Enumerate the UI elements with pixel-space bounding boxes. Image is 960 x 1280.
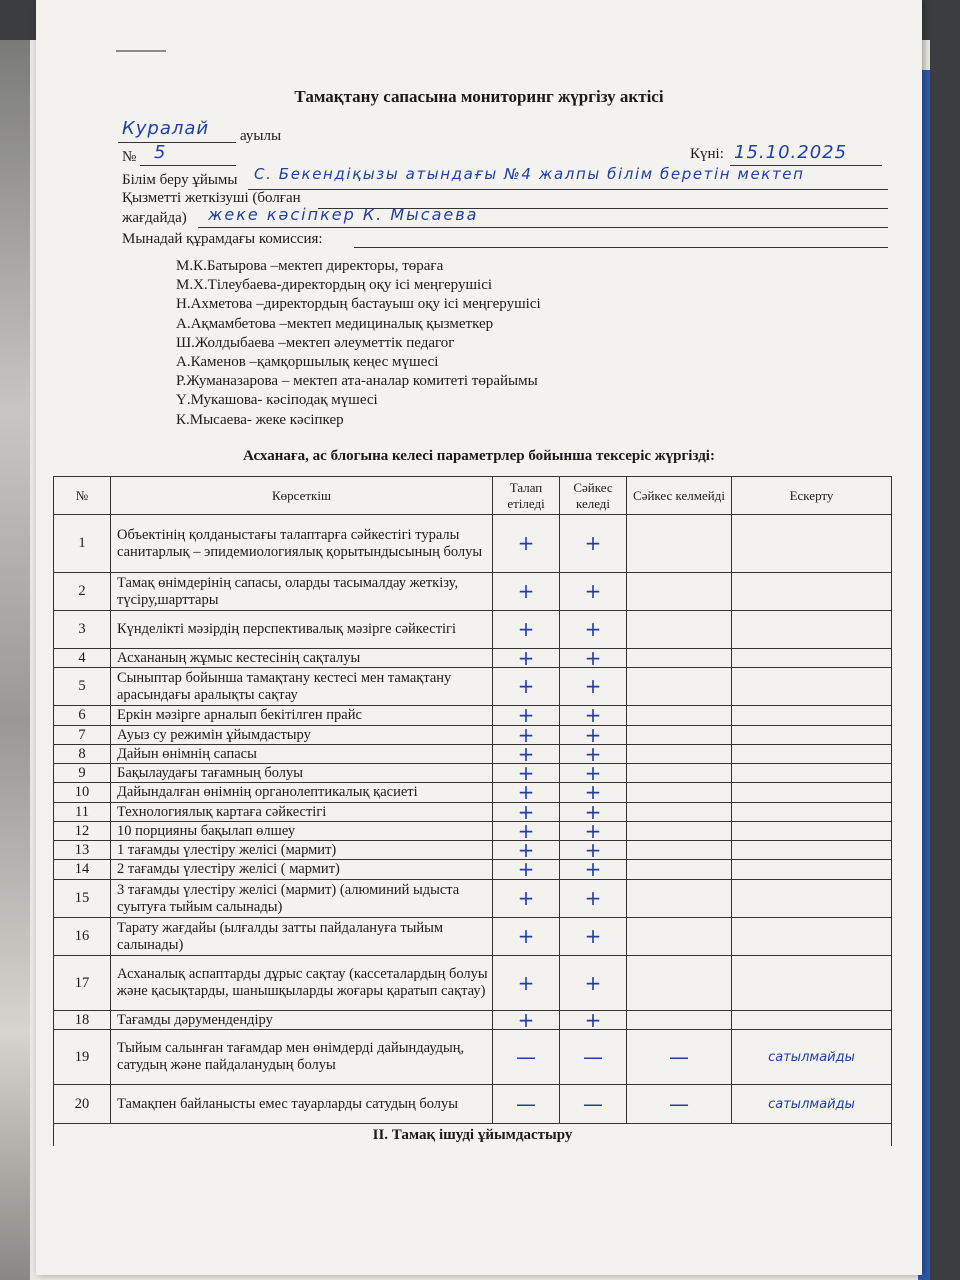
row-matches-mark: +: [560, 706, 627, 726]
document-title: Тамақтану сапасына мониторинг жүргізу актісі: [294, 87, 664, 106]
header-not-matches: Сәйкес келмейді: [627, 477, 732, 515]
row-note: [732, 726, 892, 745]
row-matches-mark: +: [560, 573, 627, 611]
row-indicator: Асхананың жұмыс кестесінің сақталуы: [111, 649, 493, 668]
supplier-label-2: жағдайда): [122, 210, 187, 226]
row-required-mark: +: [493, 745, 560, 764]
row-indicator: Асханалық аспаптарды дұрыс сақтау (кассеталардың болуы және қасықтарды, шанышқыларды жоғары қаратып сақтау): [111, 956, 493, 1011]
table-row: [54, 1011, 892, 1030]
table-row: [54, 706, 892, 726]
row-matches-mark: +: [560, 918, 627, 956]
row-note: [732, 515, 892, 573]
header-required: Талап етіледі: [493, 477, 560, 515]
row-not-matches-mark: [627, 880, 732, 918]
member: М.Х.Тілеубаева-директордың оқу ісі меңгерушісі: [176, 277, 493, 294]
table-row: [54, 822, 892, 841]
village-label: ауылы: [240, 128, 282, 144]
row-not-matches-mark: [627, 841, 732, 860]
member: Р.Жуманазарова – мектеп ата-аналар комитеті төрайымы: [176, 373, 538, 390]
row-indicator: Ауыз су режимін ұйымдастыру: [111, 726, 493, 745]
row-matches-mark: +: [560, 726, 627, 745]
village-underline: [118, 142, 236, 143]
header-note: Ескерту: [732, 477, 892, 515]
row-note: [732, 841, 892, 860]
row-not-matches-mark: [627, 515, 732, 573]
row-indicator: Технологиялық картаға сәйкестігі: [111, 803, 493, 822]
row-not-matches-mark: —: [627, 1085, 732, 1124]
member: М.К.Батырова –мектеп директоры, төраға: [176, 258, 444, 274]
row-matches-mark: +: [560, 649, 627, 668]
row-number: 10: [54, 783, 111, 803]
row-matches-mark: —: [560, 1030, 627, 1085]
row-note: [732, 649, 892, 668]
table-row: [54, 860, 892, 880]
row-required-mark: +: [493, 803, 560, 822]
row-note: сатылмайды: [732, 1030, 892, 1085]
table-header-row: [54, 477, 892, 515]
row-required-mark: +: [493, 880, 560, 918]
table-row: [54, 1085, 892, 1124]
row-required-mark: —: [493, 1085, 560, 1124]
commission-label: Мынадай құрамдағы комиссия:: [122, 231, 323, 247]
row-note: [732, 822, 892, 841]
row-matches-mark: +: [560, 515, 627, 573]
supplier-underline-2: [198, 227, 888, 228]
row-indicator: Тамақ өнімдерінің сапасы, оларды тасымалдау жеткізу, түсіру,шарттары: [111, 573, 493, 611]
row-indicator: 3 тағамды үлестіру желісі (мармит) (алюминий ыдыста суытуға тыйым салынады): [111, 880, 493, 918]
row-indicator: 1 тағамды үлестіру желісі (мармит): [111, 841, 493, 860]
row-note: [732, 880, 892, 918]
org-handwritten: С. Бекендіқызы атындағы №4 жалпы білім беретін мектеп: [254, 165, 805, 183]
table-row: [54, 880, 892, 918]
row-number: 15: [54, 880, 111, 918]
row-not-matches-mark: [627, 668, 732, 706]
table-row: [54, 956, 892, 1011]
member: К.Мысаева- жеке кәсіпкер: [176, 411, 344, 428]
section-2-title: II. Тамақ ішуді ұйымдастыру: [54, 1124, 892, 1147]
row-matches-mark: —: [560, 1085, 627, 1124]
table-row: [54, 1030, 892, 1085]
table-row: [54, 745, 892, 764]
row-not-matches-mark: [627, 764, 732, 783]
member: Ү.Мукашова- кәсіподақ мүшесі: [176, 392, 378, 409]
row-indicator: Бақылаудағы тағамның болуы: [111, 764, 493, 783]
row-not-matches-mark: [627, 573, 732, 611]
row-matches-mark: +: [560, 841, 627, 860]
row-number: 2: [54, 573, 111, 611]
row-matches-mark: +: [560, 822, 627, 841]
row-not-matches-mark: [627, 860, 732, 880]
member: А.Каменов –қамқоршылық кеңес мүшесі: [176, 354, 439, 371]
row-note: [732, 1011, 892, 1030]
row-note: [732, 803, 892, 822]
row-number: 14: [54, 860, 111, 880]
row-note: [732, 706, 892, 726]
row-not-matches-mark: [627, 918, 732, 956]
table-row: [54, 726, 892, 745]
row-number: 8: [54, 745, 111, 764]
row-matches-mark: +: [560, 745, 627, 764]
row-required-mark: +: [493, 649, 560, 668]
row-number: 6: [54, 706, 111, 726]
row-note: [732, 573, 892, 611]
row-not-matches-mark: [627, 726, 732, 745]
member: Ш.Жолдыбаева –мектеп әлеуметтік педагог: [176, 334, 455, 351]
row-matches-mark: +: [560, 783, 627, 803]
row-indicator: Объектінің қолданыстағы талаптарға сәйкестігі туралы санитарлық – эпидемиологиялық қорытындысының болуы: [111, 515, 493, 573]
row-number: 18: [54, 1011, 111, 1030]
row-matches-mark: +: [560, 956, 627, 1011]
row-indicator: Еркін мәзірге арналып бекітілген прайс: [111, 706, 493, 726]
row-required-mark: +: [493, 668, 560, 706]
row-number: 5: [54, 668, 111, 706]
row-indicator: Күнделікті мәзірдің перспективалық мәзірге сәйкестігі: [111, 611, 493, 649]
row-indicator: Дайын өнімнің сапасы: [111, 745, 493, 764]
row-required-mark: +: [493, 918, 560, 956]
inspection-table: [53, 476, 892, 1146]
supplier-label-1: Қызметті жеткізуші (болған: [122, 190, 301, 206]
number-label: №: [122, 149, 137, 165]
header-num: №: [54, 477, 111, 515]
table-row: [54, 764, 892, 783]
row-required-mark: +: [493, 726, 560, 745]
member: А.Ақмамбетова –мектеп медициналық қызметкер: [176, 315, 494, 332]
row-not-matches-mark: [627, 803, 732, 822]
row-note: [732, 668, 892, 706]
row-required-mark: +: [493, 822, 560, 841]
row-not-matches-mark: —: [627, 1030, 732, 1085]
row-matches-mark: +: [560, 611, 627, 649]
row-note: [732, 783, 892, 803]
row-number: 12: [54, 822, 111, 841]
commission-underline: [354, 247, 888, 248]
row-note: [732, 918, 892, 956]
row-not-matches-mark: [627, 822, 732, 841]
row-number: 9: [54, 764, 111, 783]
row-required-mark: +: [493, 706, 560, 726]
row-note: [732, 956, 892, 1011]
row-number: 16: [54, 918, 111, 956]
row-note: [732, 764, 892, 783]
table-row: [54, 649, 892, 668]
org-underline: [248, 189, 888, 190]
row-not-matches-mark: [627, 706, 732, 726]
row-matches-mark: +: [560, 1011, 627, 1030]
row-number: 19: [54, 1030, 111, 1085]
table-row: [54, 803, 892, 822]
village-handwritten: Куралай: [122, 118, 210, 139]
row-indicator: Тағамды дәрумендендіру: [111, 1011, 493, 1030]
row-required-mark: +: [493, 841, 560, 860]
row-matches-mark: +: [560, 803, 627, 822]
row-not-matches-mark: [627, 649, 732, 668]
row-number: 1: [54, 515, 111, 573]
row-number: 11: [54, 803, 111, 822]
row-matches-mark: +: [560, 880, 627, 918]
date-label: Күні:: [690, 146, 724, 162]
row-required-mark: +: [493, 515, 560, 573]
row-not-matches-mark: [627, 1011, 732, 1030]
row-indicator: 10 порцияны бақылап өлшеу: [111, 822, 493, 841]
row-indicator: 2 тағамды үлестіру желісі ( мармит): [111, 860, 493, 880]
commission-members: [176, 257, 541, 430]
number-handwritten: 5: [154, 142, 167, 163]
row-number: 3: [54, 611, 111, 649]
row-number: 4: [54, 649, 111, 668]
row-required-mark: +: [493, 573, 560, 611]
table-row: [54, 918, 892, 956]
row-indicator: Тыйым салынған тағамдар мен өнімдерді дайындаудың, сатудың және пайдаланудың болуы: [111, 1030, 493, 1085]
row-not-matches-mark: [627, 783, 732, 803]
row-required-mark: +: [493, 956, 560, 1011]
row-matches-mark: +: [560, 668, 627, 706]
header-matches: Сәйкес келеді: [560, 477, 627, 515]
row-indicator: Дайындалған өнімнің органолептикалық қасиеті: [111, 783, 493, 803]
table-row: [54, 783, 892, 803]
row-not-matches-mark: [627, 745, 732, 764]
row-number: 17: [54, 956, 111, 1011]
row-indicator: Сыныптар бойынша тамақтану кестесі мен тамақтану арасындағы аралықты сақтау: [111, 668, 493, 706]
table-row: [54, 515, 892, 573]
row-matches-mark: +: [560, 860, 627, 880]
member: Н.Ахметова –директордың бастауыш оқу ісі меңгерушісі: [176, 296, 541, 313]
section-row: [54, 1124, 892, 1147]
row-required-mark: +: [493, 783, 560, 803]
row-required-mark: —: [493, 1030, 560, 1085]
row-number: 7: [54, 726, 111, 745]
row-not-matches-mark: [627, 611, 732, 649]
header-indicator: Көрсеткіш: [111, 477, 493, 515]
row-number: 20: [54, 1085, 111, 1124]
row-number: 13: [54, 841, 111, 860]
row-required-mark: +: [493, 860, 560, 880]
org-label: Білім беру ұйымы: [122, 172, 238, 188]
table-row: [54, 668, 892, 706]
number-underline: [140, 165, 236, 166]
table-row: [54, 841, 892, 860]
row-note: [732, 860, 892, 880]
row-indicator: Тарату жағдайы (ылғалды затты пайдалануға тыйым салынады): [111, 918, 493, 956]
check-heading: Асханаға, ас блогына келесі параметрлер бойынша тексеріс жүргізді:: [243, 448, 715, 464]
row-not-matches-mark: [627, 956, 732, 1011]
row-note: сатылмайды: [732, 1085, 892, 1124]
row-note: [732, 745, 892, 764]
paper-mark: [116, 50, 166, 52]
table-row: [54, 611, 892, 649]
row-indicator: Тамақпен байланысты емес тауарларды сатудың болуы: [111, 1085, 493, 1124]
supplier-handwritten: жеке кәсіпкер К. Мысаева: [208, 205, 479, 224]
date-handwritten: 15.10.2025: [734, 142, 848, 163]
row-required-mark: +: [493, 1011, 560, 1030]
table-row: [54, 573, 892, 611]
row-matches-mark: +: [560, 764, 627, 783]
row-required-mark: +: [493, 764, 560, 783]
row-note: [732, 611, 892, 649]
row-required-mark: +: [493, 611, 560, 649]
